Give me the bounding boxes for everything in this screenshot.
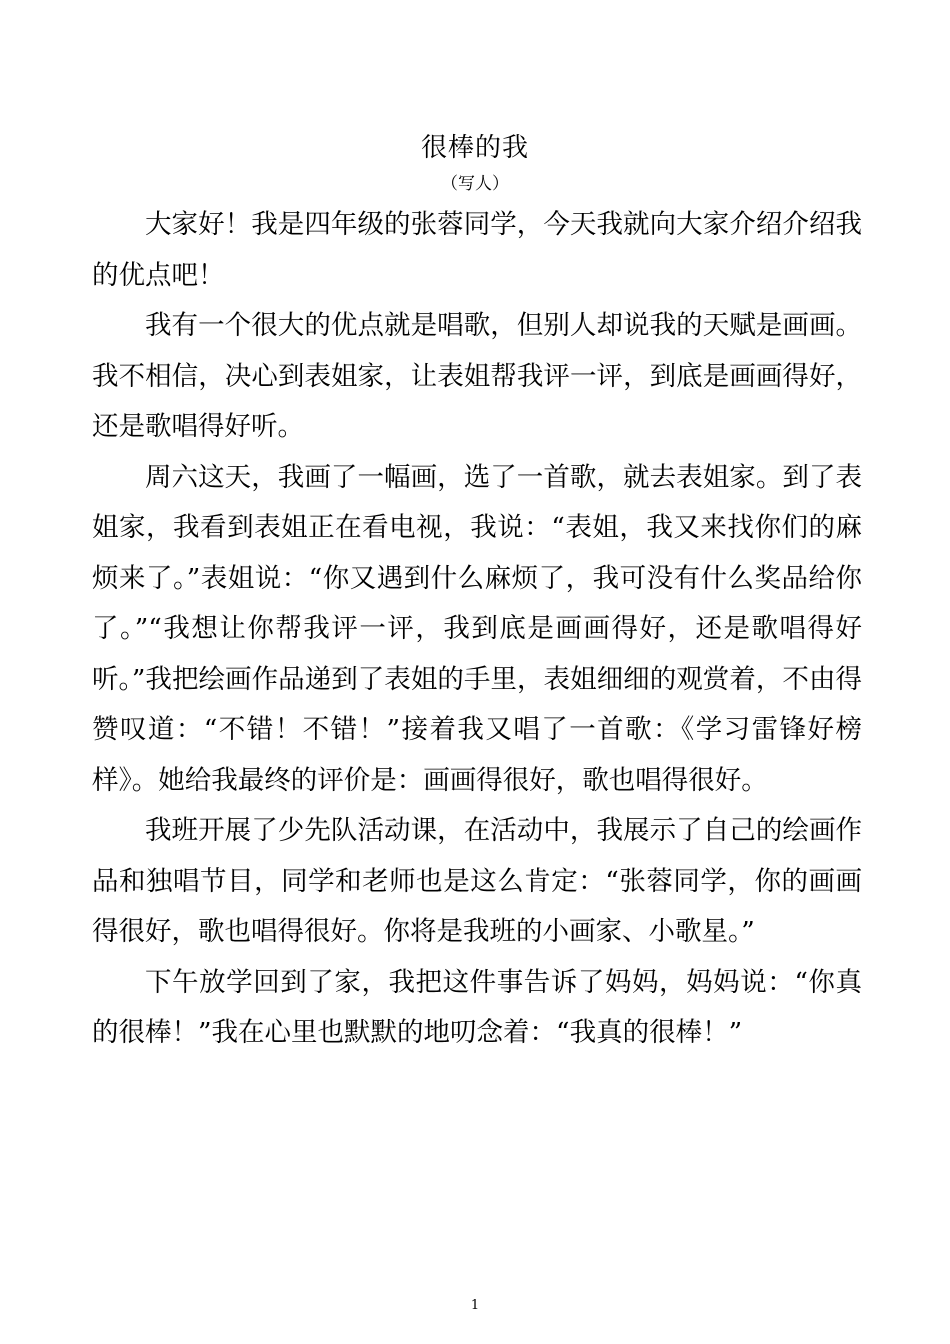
document-title: 很棒的我 — [420, 133, 529, 163]
paragraph-2: 我有一个很大的优点就是唱歌，但别人却说我的天赋是画画。我不相信，决心到表姐家，让表姐帮我评一评，到底是画画得好，还是歌唱得好听。 — [92, 310, 862, 442]
paragraph-5: 下午放学回到了家，我把这件事告诉了妈妈，妈妈说：“你真的很棒！”我在心里也默默的地叨念着：“我真的很棒！” — [92, 966, 862, 1048]
page-number: 1 — [470, 1298, 480, 1313]
paragraph-3: 周六这天，我画了一幅画，选了一首歌，就去表姐家。到了表姐家，我看到表姐正在看电视，我说：“表姐，我又来找你们的麻烦来了。”表姐说：“你又遇到什么麻烦了，我可没有什么奖品给你了。”“我想让你帮我评一评，我到底是画画得好，还是歌唱得好听。”我把绘画作品递到了表姐的手里，表姐细细的观赏着，不由得赞叹道：“不错！不错！”接着我又唱了一首歌：《学习雷锋好榜样》。她给我最终的评价是：画画得很好，歌也唱得很好。 — [92, 461, 862, 796]
paragraph-4: 我班开展了少先队活动课，在活动中，我展示了自己的绘画作品和独唱节目，同学和老师也是这么肯定：“张蓉同学，你的画画得很好，歌也唱得很好。你将是我班的小画家、小歌星。” — [92, 815, 862, 947]
document-subtitle: （写人） — [441, 174, 509, 194]
document-body — [92, 200, 862, 1059]
paragraph-1: 大家好！我是四年级的张蓉同学，今天我就向大家介绍介绍我的优点吧！ — [92, 209, 862, 291]
